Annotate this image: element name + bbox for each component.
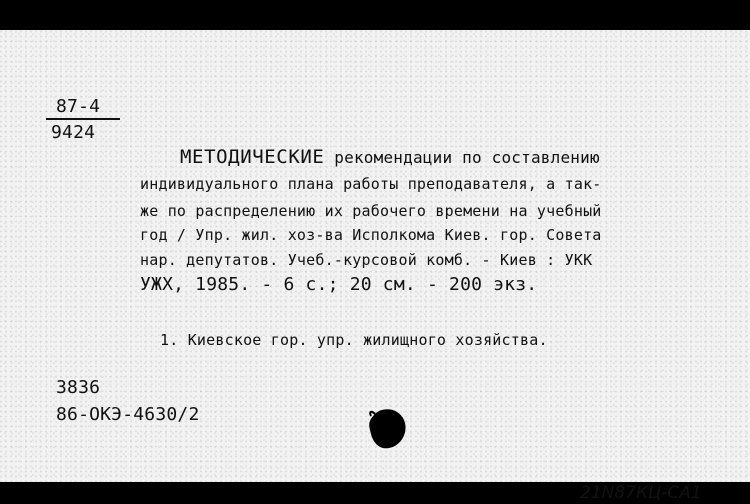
description-line-5: нар. депутатов. Учеб.-курсовой комб. - Киев : УКК	[140, 251, 593, 269]
description-line-3: же по распределению их рабочего времени на учебный	[140, 202, 602, 220]
shelf-mark-divider	[46, 118, 120, 120]
catalog-card	[0, 30, 750, 503]
shelf-mark-bottom: 9424	[51, 122, 96, 143]
subject-entry: 1. Киевское гор. упр. жилищного хозяйства.	[160, 331, 548, 349]
description-line-1-rest: рекомендации по составлению	[324, 148, 600, 167]
registration-number: 86-ОКЭ-4630/2	[56, 404, 200, 425]
shelf-mark-top: 87-4	[56, 96, 101, 117]
svg-text:21N87КЦ-СА1: 21N87КЦ-СА1	[580, 483, 702, 503]
description-line-6: УЖХ, 1985. - 6 с.; 20 см. - 200 экз.	[140, 274, 538, 295]
description-heading: МЕТОДИЧЕСКИЕ	[180, 146, 325, 168]
description-line-1	[180, 146, 600, 168]
handwritten-signature	[578, 478, 728, 504]
description-line-4: год / Упр. жил. хоз-ва Исполкома Киев. гор. Совета	[140, 226, 602, 244]
ink-blot	[367, 406, 407, 450]
description-line-2: индивидуального плана работы преподавателя, а так-	[140, 175, 602, 193]
inventory-number: 3836	[56, 377, 101, 398]
